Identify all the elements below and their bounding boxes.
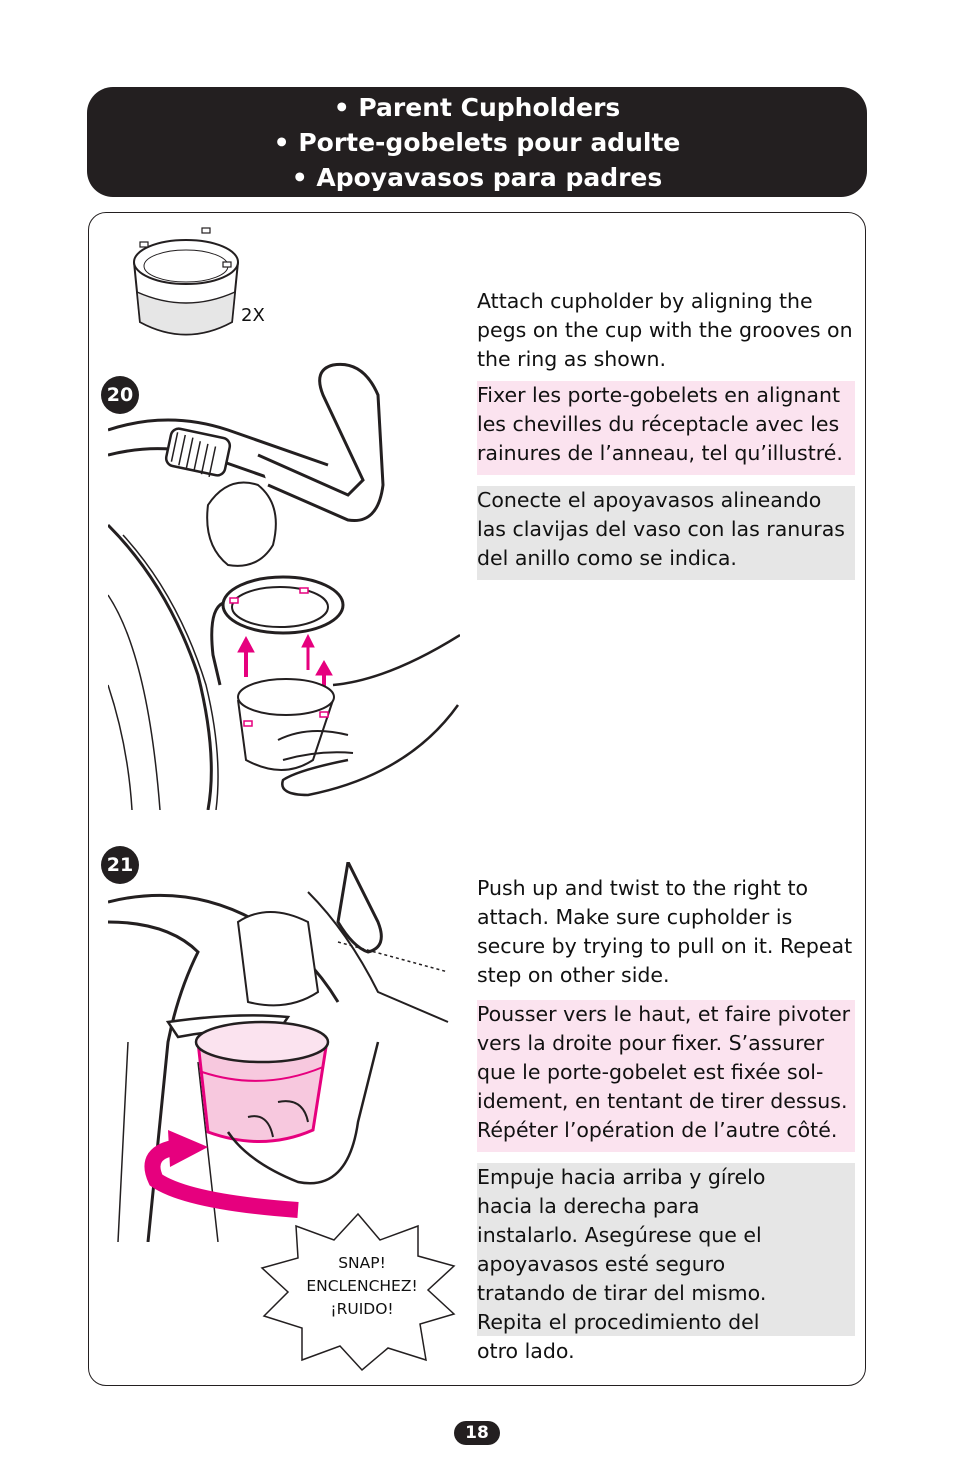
snap-line-french: ENCLENCHEZ! — [306, 1277, 418, 1295]
section-header — [87, 87, 867, 197]
header-title-spanish: • Apoyavasos para padres — [291, 162, 663, 192]
step-20-text-french: Fixer les porte-gobelets en alignant les chevilles du réceptacle avec les rainures de l’anneau, tel qu’illustré. — [477, 381, 855, 475]
cupholder-cup-icon — [126, 222, 246, 347]
quantity-label: 2X — [241, 305, 265, 326]
step-20-number: 20 — [106, 384, 134, 406]
step-20-illustration — [108, 355, 460, 810]
step-21-number: 21 — [106, 854, 134, 876]
step-21-text-english: Push up and twist to the right to attach. Make sure cupholder is secure by trying to pull on it. Repeat step on other side. — [477, 876, 853, 987]
step-21-text-spanish: Empuje hacia arriba y gírelo hacia la derecha para instalarlo. Asegúrese que el apoyavasos esté seguro tratando de tirar del mismo. Repita el procedimiento del otro lado. — [477, 1163, 855, 1336]
step-21-text-french: Pousser vers le haut, et faire pivoter vers la droite pour fixer. S’assurer que le porte-gobelet est fixée sol-idement, en tentant de tirer dessus. Répéter l’opération de l’autre côté. — [477, 1000, 855, 1152]
step-20-text-spanish: Conecte el apoyavasos alineando las clavijas del vaso con las ranuras del anillo como se indica. — [477, 486, 855, 580]
step-20-text-english: Attach cupholder by aligning the pegs on the cup with the grooves on the ring as shown. — [477, 289, 853, 371]
snap-line-english: SNAP! — [338, 1254, 386, 1272]
step-21-illustration — [108, 862, 460, 1242]
header-title-english: • Parent Cupholders — [333, 92, 621, 122]
page-number-badge — [454, 1421, 500, 1445]
page-number: 18 — [465, 1423, 489, 1443]
snap-line-spanish: ¡RUIDO! — [330, 1300, 394, 1318]
snap-callout-text — [284, 1252, 440, 1321]
header-title-french: • Porte-gobelets pour adulte — [273, 127, 681, 157]
